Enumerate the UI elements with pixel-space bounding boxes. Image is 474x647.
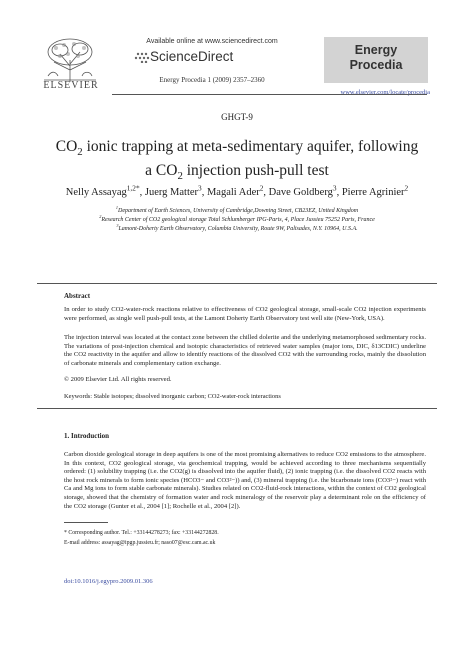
abstract-paragraph-2: The injection interval was located at the contact zone between the chilled dolerite and the underlying metamorphosed sedimentary rocks. The variations of post-injection chemical and isotopic characteristics of retrieved water samples (major ions, DIC, δ13CDIC) underline the CO2 reactivity in the aquifer and allow to identify reactions of the dissolved CO2 with the surrounding rocks, mainly the dissolution of carbonate minerals and complementary cation exchange. <box>64 334 426 367</box>
affiliation: $^3$Lamont-Doherty Earth Observatory, Columbia University, Route 9W, Palisades, N.Y. 10964, U.S.A. <box>116 223 358 232</box>
abstract-bottom-rule <box>37 408 437 409</box>
available-online-text: Available online at www.sciencedirect.com <box>146 38 278 45</box>
journal-url-link[interactable]: www.elsevier.com/locate/procedia <box>340 89 430 96</box>
copyright-notice: © 2009 Elsevier Ltd. All rights reserved. <box>64 376 172 383</box>
author-name: Juerg Matter <box>144 187 199 198</box>
journal-name-line2: Procedia <box>349 58 403 72</box>
doi-link[interactable]: doi:10.1016/j.egypro.2009.01.306 <box>64 578 153 585</box>
section-heading: 1. Introduction <box>64 432 109 440</box>
title-line-1: $CO_2$ ionic trapping at meta-sedimentary aquifer, following <box>55 138 419 159</box>
journal-name-line1: Energy <box>354 43 398 57</box>
footnote-rule <box>64 522 108 523</box>
title-line-2: a $CO_2$ injection push-pull test <box>145 162 329 183</box>
author-name: Nelly Assayag <box>65 187 127 198</box>
email-note: E-mail address: assayag@ipgp.jussieu.fr; naso07@esc.cam.ac.uk <box>64 540 216 546</box>
affiliation: $^1$Department of Earth Sciences, University of Cambridge,Downing Street, CB23EZ, United Kingdom <box>115 205 359 214</box>
elsevier-tree-logo <box>38 36 102 84</box>
journal-name <box>324 43 428 73</box>
abstract-top-rule <box>37 283 437 284</box>
header-divider <box>112 94 427 95</box>
author-name: Dave Goldberg <box>268 187 333 198</box>
author-name: Pierre Agrinier <box>341 187 405 198</box>
author-list: Nelly Assayag$^{1,2*}$, Juerg Matter$^3$, Magali Ader$^2$, Dave Goldberg$^3$, Pierre Agrinier$^2$ <box>65 183 409 198</box>
author-name: Magali Ader <box>206 187 260 198</box>
journal-reference: Energy Procedia 1 (2009) 2357–2360 <box>159 76 265 84</box>
corresponding-author-note: * Corresponding author. Tel.: +33144278273; fax: +33144272828. <box>64 530 219 536</box>
sciencedirect-logo-icon <box>112 51 152 63</box>
abstract-heading: Abstract <box>64 292 91 300</box>
publisher-name: ELSEVIER <box>43 80 99 91</box>
affiliation: $^2$Research Center of CO2 geological storage Total Schlumberger IPG-Paris, 4, Place Jussieu 75252 Paris, France <box>99 214 375 223</box>
sciencedirect-wordmark: ScienceDirect <box>150 49 234 64</box>
abstract-paragraph-1: In order to study CO2-water-rock reactions relative to effectiveness of CO2 geological storage, small-scale CO2 injection experiments were performed, as single well push-pull tests, at the Lamont Doherty Earth Observatory test well site (New-York, USA). <box>64 306 426 322</box>
intro-paragraph: Carbon dioxide geological storage in deep aquifers is one of the most promising alternatives to reduce CO2 emissions to the atmosphere. In this context, CO2 geological storage, via geochemical trapping, would be achieved according to three mechanisms sequentially ordered: (1) solubility trapping (i.e. the CO2(g) is dissolved into the aquifer fluid), (2) ionic trapping (i.e. the dissolved CO2 reacts with the host rock minerals to form ionic species (HCO3− and CO3²−)) and, (3) mineral trapping (i.e. the bicarbonate ions (CO3²−) react with Ca and Mg ions to form stable carbonate minerals). Studies related on CO2-fluid-rock interactions, within the context of CO2 geological storage, showed that the chemistry of formation water and rock mineralogy of the reservoir play a determinant role on the efficiency of the CO2 storage (Gunter et al., 2004 [1]; Rochelle et al., 2004 [2]). <box>64 451 426 510</box>
keywords: Keywords: Stable isotopes; dissolved inorganic carbon; CO2-water-rock interactions <box>64 393 281 400</box>
conference-label: GHGT-9 <box>221 112 253 122</box>
